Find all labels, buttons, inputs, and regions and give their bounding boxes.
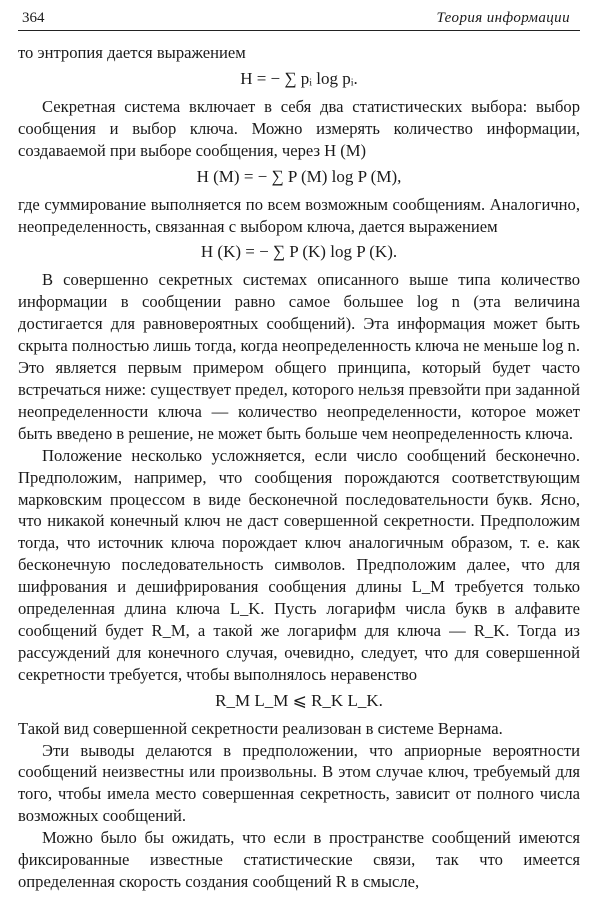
book-page (18, 6, 580, 912)
running-title: Теория информации (436, 10, 570, 26)
page-number: 364 (22, 10, 45, 26)
paragraph-1: то энтропия дается выражением (18, 43, 246, 62)
page-header (18, 6, 580, 31)
equation-message-entropy: H (M) = − ∑ P (M) log P (M), (196, 166, 402, 186)
paragraph-8: Можно было бы ожидать, что если в пространстве сообщений имеются фиксированные известные статистические связи, так что имеется определенная скорость создания сообщений R в смысле, (18, 828, 580, 891)
equation-inequality: R_M L_M ⩽ R_K L_K. (215, 690, 383, 710)
equation-key-entropy: H (K) = − ∑ P (K) log P (K). (200, 242, 398, 262)
paragraph-4: В совершенно секретных системах описанного выше типа количество информации в сообщении равно самое большее log n (эта величина достигается для равновероятных сообщений). Эта информация может быть скрыта полностью лишь тогда, когда неопределенность ключа не меньше log n. Это является первым примером общего принципа, который будет часто встречаться ниже: существует предел, которого нельзя превзойти при заданной неопределенности ключа — количество неопределенности, которое может быть введено в решение, не может быть больше чем неопределенность ключа. (18, 270, 580, 443)
paragraph-6: Такой вид совершенной секретности реализован в системе Вернама. (18, 718, 503, 738)
paragraph-5: Положение несколько усложняется, если число сообщений бесконечно. Предположим, например, что сообщения порождаются соответствующим марковским процессом в виде бесконечной последовательности букв. Ясно, что никакой конечный ключ не даст совершенной секретности. Предположим тогда, что источник ключа порождает ключ аналогичным образом, т. е. как бесконечную последовательность символов. Предположим далее, что для шифрования и дешифрирования сообщения длины L_M требуется только определенная длина ключа L_K. Пусть логарифм числа букв в алфавите сообщений будет R_M, а такой же логарифм для ключа — R_K. Тогда из рассуждений для конечного случая, очевидно, следует, что для совершенной секретности требуется, чтобы выполнялось неравенство (18, 445, 580, 684)
paragraph-3: где суммирование выполняется по всем возможным сообщениям. Аналогично, неопределенность, связанная с выбором ключа, дается выражением (18, 194, 580, 236)
paragraph-7: Эти выводы делаются в предположении, что априорные вероятности сообщений неизвестны или произвольны. В этом случае ключ, требуемый для того, чтобы имела место совершенная секретность, зависит от полного числа возможных сообщений. (18, 740, 580, 826)
equation-entropy: H = − ∑ pᵢ log pᵢ. (240, 68, 358, 88)
page-body (18, 42, 580, 893)
paragraph-2: Секретная система включает в себя два статистических выбора: выбор сообщения и выбор ключа. Можно измерять количество информации, создаваемой при выборе сообщения, через H (M) (18, 96, 580, 160)
